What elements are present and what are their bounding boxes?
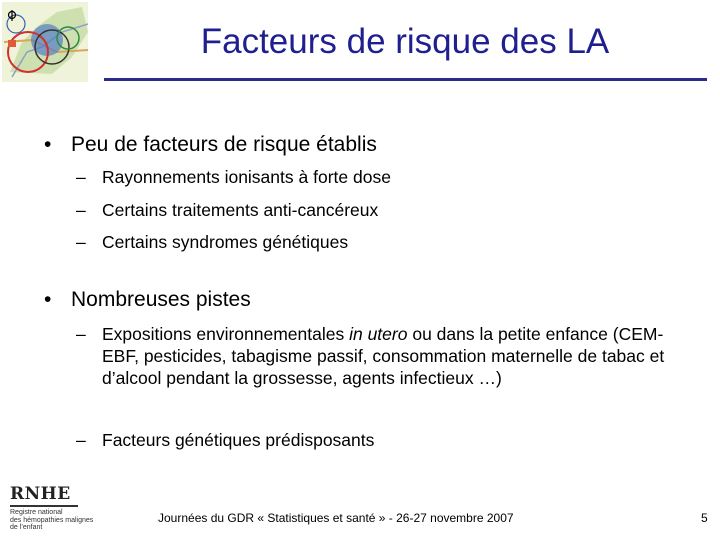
sub-bullet-text: Certains syndromes génétiques [102,232,349,252]
sub-bullet-marker: – [76,324,86,344]
sub-bullet-italic-text: in utero [349,324,408,344]
bullet-marker: • [44,288,52,311]
logo-subtitle-line: de l’enfant [10,524,43,531]
map-logo-icon [2,2,88,82]
sub-bullet-text: Rayonnements ionisants à forte dose [102,167,391,187]
bullet-text: Nombreuses pistes [71,288,251,311]
slide-footer: Journées du GDR « Statistiques et santé » - 26-27 novembre 2007 [158,511,514,525]
logo-rule [10,505,78,507]
bullet-marker: • [44,133,52,156]
slide-title: Facteurs de risque des LA [200,22,610,61]
sub-bullet-text [102,323,682,389]
sub-bullet-marker: – [76,430,86,450]
sub-bullet-text-part: ou dans la petite enfance (CEM-EBF, pesticides, tabagisme passif, consommation maternelle de tabac et d’alcool pendant la grossesse, agents infectieux …) [102,324,665,388]
sub-bullet-marker: – [76,167,86,187]
sub-bullet-marker: – [76,200,86,220]
sub-bullet-text: Certains traitements anti-cancéreux [102,200,379,220]
logo-subtitle-line: Registre national [10,509,63,516]
rnhe-logo [10,484,120,536]
bullet-text: Peu de facteurs de risque établis [71,133,377,156]
sub-bullet-marker: – [76,232,86,252]
logo-subtitle-line: des hémopathies malignes [10,516,94,524]
sub-bullet-text: Facteurs génétiques prédisposants [102,430,375,450]
logo-name: RNHE [10,484,71,504]
page-number: 5 [701,511,708,525]
title-underline [104,78,707,81]
sub-bullet-text-part: Expositions environnementales [102,324,350,344]
